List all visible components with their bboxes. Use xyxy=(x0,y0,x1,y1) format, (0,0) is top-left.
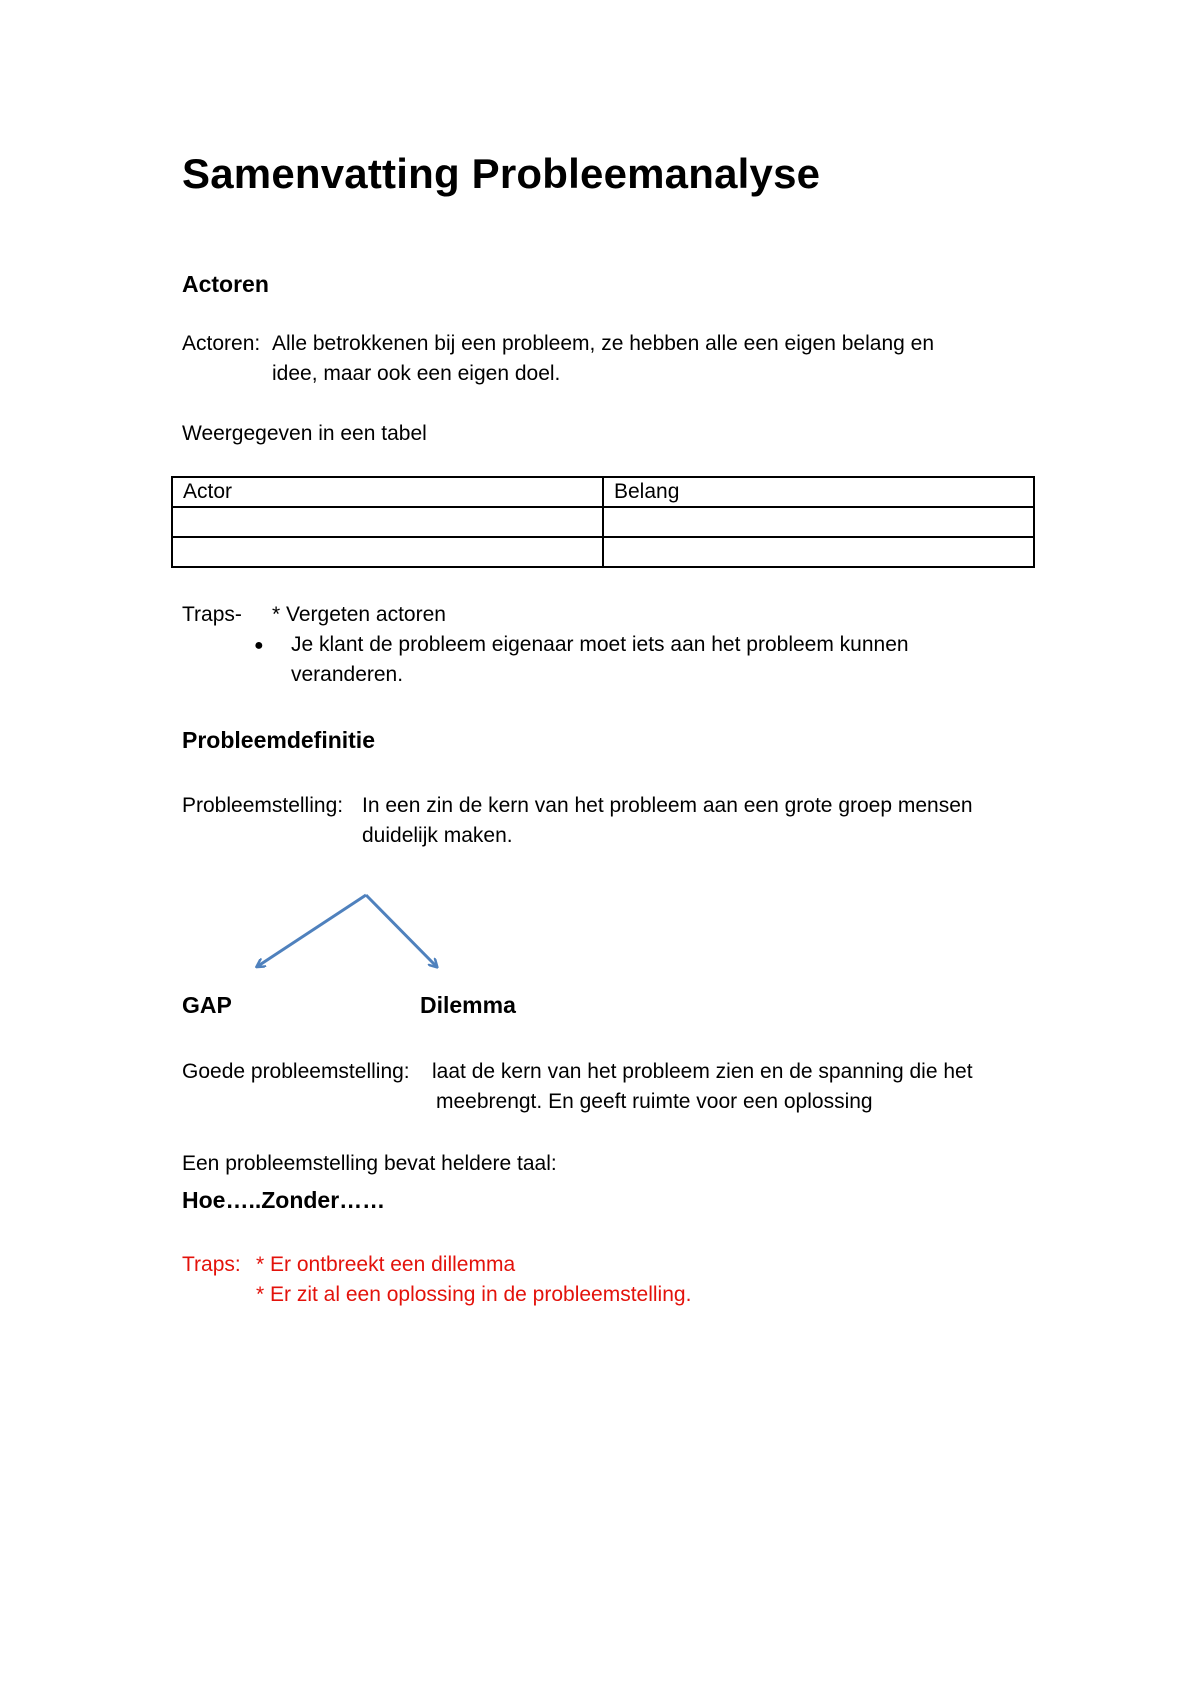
actoren-def-line1: Alle betrokkenen bij een probleem, ze hebben alle een eigen belang en xyxy=(272,332,934,355)
hoe-zonder-formule: Hoe…..Zonder…… xyxy=(182,1187,386,1213)
bullet-line1: Je klant de probleem eigenaar moet iets aan het probleem kunnen xyxy=(291,633,909,656)
goede-line2: meebrengt. En geeft ruimte voor een oplossing xyxy=(436,1090,873,1113)
actoren-def-line2: idee, maar ook een eigen doel. xyxy=(272,362,561,385)
probleemstelling-line1: In een zin de kern van het probleem aan een grote groep mensen xyxy=(362,794,973,817)
branch-arrows-icon xyxy=(240,880,460,980)
table-row xyxy=(172,507,1034,537)
table-cell xyxy=(172,537,603,567)
traps-item: * Vergeten actoren xyxy=(272,603,446,626)
table-header-row xyxy=(172,477,1034,507)
table-header-belang: Belang xyxy=(603,477,1034,507)
arrow-to-gap xyxy=(258,895,366,966)
goede-label: Goede probleemstelling: xyxy=(182,1060,410,1083)
dilemma-label: Dilemma xyxy=(420,992,516,1018)
table-cell xyxy=(603,537,1034,567)
actor-table xyxy=(171,476,1035,568)
actoren-def-label: Actoren: xyxy=(182,332,261,355)
gap-label: GAP xyxy=(182,992,232,1018)
arrow-to-dilemma xyxy=(366,895,436,966)
table-row xyxy=(172,537,1034,567)
traps-label: Traps- xyxy=(182,603,242,626)
bullet-line2: veranderen. xyxy=(291,663,404,686)
traps2-label: Traps: xyxy=(182,1253,241,1276)
bullet-dot-icon: ● xyxy=(254,637,264,654)
traps2-item2: * Er zit al een oplossing in de probleemstelling. xyxy=(256,1283,692,1306)
traps2-item1: * Er ontbreekt een dillemma xyxy=(256,1253,516,1276)
heldere-taal: Een probleemstelling bevat heldere taal: xyxy=(182,1152,557,1175)
page-title: Samenvatting Probleemanalyse xyxy=(182,150,821,197)
actoren-heading: Actoren xyxy=(182,271,269,297)
table-intro: Weergegeven in een tabel xyxy=(182,422,427,445)
probleemstelling-line2: duidelijk maken. xyxy=(362,824,513,847)
probleemstelling-label: Probleemstelling: xyxy=(182,794,344,817)
probleemdefinitie-heading: Probleemdefinitie xyxy=(182,727,375,753)
goede-line1: laat de kern van het probleem zien en de spanning die het xyxy=(432,1060,973,1083)
table-cell xyxy=(172,507,603,537)
table-header-actor: Actor xyxy=(172,477,603,507)
table-cell xyxy=(603,507,1034,537)
